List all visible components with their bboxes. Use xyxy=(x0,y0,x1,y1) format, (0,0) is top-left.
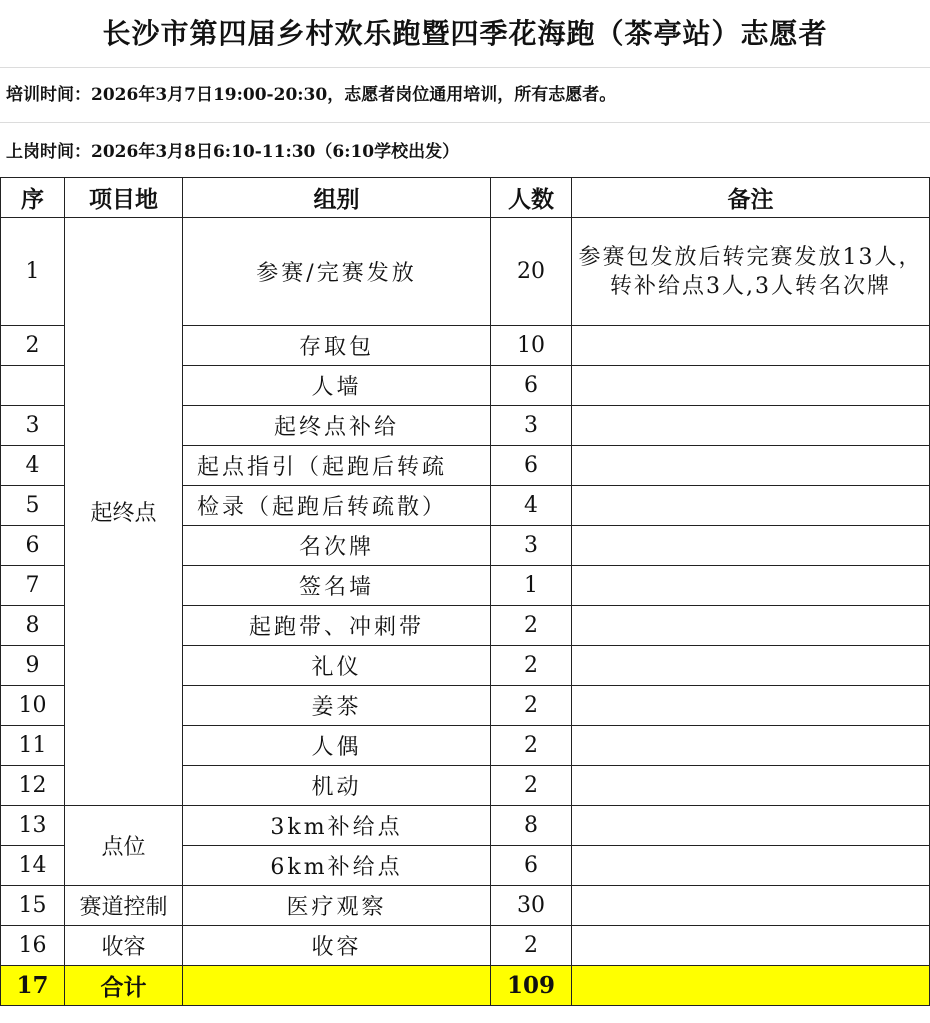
location-start-finish: 起终点 xyxy=(65,218,183,806)
row-count: 2 xyxy=(491,926,572,966)
row-group: 医疗观察 xyxy=(183,886,491,926)
row-no: 3 xyxy=(1,406,65,446)
header-location: 项目地 xyxy=(65,178,183,218)
row-note xyxy=(572,526,930,566)
row-count: 3 xyxy=(491,406,572,446)
row-group: 礼仪 xyxy=(183,646,491,686)
row-no: 11 xyxy=(1,726,65,766)
row-count: 6 xyxy=(491,846,572,886)
row-group: 6km补给点 xyxy=(183,846,491,886)
row-group: 检录（起跑后转疏散） xyxy=(183,486,491,526)
row-note xyxy=(572,686,930,726)
row-group: 起终点补给 xyxy=(183,406,491,446)
row-group: 存取包 xyxy=(183,326,491,366)
row-count: 1 xyxy=(491,566,572,606)
row-count: 6 xyxy=(491,366,572,406)
row-no: 10 xyxy=(1,686,65,726)
row-no: 2 xyxy=(1,326,65,366)
row-note xyxy=(572,886,930,926)
total-label: 合计 xyxy=(65,966,183,1006)
location-sweep: 收容 xyxy=(65,926,183,966)
row-no: 9 xyxy=(1,646,65,686)
row-group: 机动 xyxy=(183,766,491,806)
row-count: 30 xyxy=(491,886,572,926)
row-count: 20 xyxy=(491,218,572,326)
row-note xyxy=(572,846,930,886)
header-note: 备注 xyxy=(572,178,930,218)
row-no: 15 xyxy=(1,886,65,926)
row-no: 12 xyxy=(1,766,65,806)
row-count: 2 xyxy=(491,766,572,806)
row-count: 2 xyxy=(491,686,572,726)
table-row xyxy=(1,926,930,966)
row-note xyxy=(572,366,930,406)
row-count: 8 xyxy=(491,806,572,846)
row-note xyxy=(572,646,930,686)
row-group: 人墙 xyxy=(183,366,491,406)
row-count: 2 xyxy=(491,726,572,766)
row-note xyxy=(572,326,930,366)
row-group: 起跑带、冲刺带 xyxy=(183,606,491,646)
table-row xyxy=(1,806,930,846)
table-header-row xyxy=(1,178,930,218)
row-count: 3 xyxy=(491,526,572,566)
row-group: 收容 xyxy=(183,926,491,966)
header-no: 序 xyxy=(1,178,65,218)
row-count: 6 xyxy=(491,446,572,486)
row-note xyxy=(572,726,930,766)
row-group: 参赛/完赛发放 xyxy=(183,218,491,326)
total-group-empty xyxy=(183,966,491,1006)
row-note xyxy=(572,606,930,646)
row-note xyxy=(572,486,930,526)
row-group: 姜茶 xyxy=(183,686,491,726)
total-row xyxy=(1,966,930,1006)
row-note xyxy=(572,566,930,606)
row-group: 3km补给点 xyxy=(183,806,491,846)
row-note xyxy=(572,806,930,846)
header-group: 组别 xyxy=(183,178,491,218)
row-no: 14 xyxy=(1,846,65,886)
total-note xyxy=(572,966,930,1006)
row-no: 13 xyxy=(1,806,65,846)
row-no xyxy=(1,366,65,406)
row-no: 1 xyxy=(1,218,65,326)
table-row xyxy=(1,886,930,926)
duty-time: 上岗时间：2026年3月8日6:10-11:30（6:10学校出发） xyxy=(0,123,930,178)
row-count: 2 xyxy=(491,646,572,686)
table-row xyxy=(1,218,930,326)
row-count: 10 xyxy=(491,326,572,366)
row-no: 8 xyxy=(1,606,65,646)
row-group: 名次牌 xyxy=(183,526,491,566)
row-no: 6 xyxy=(1,526,65,566)
row-no: 5 xyxy=(1,486,65,526)
row-count: 2 xyxy=(491,606,572,646)
row-no: 4 xyxy=(1,446,65,486)
location-course-control: 赛道控制 xyxy=(65,886,183,926)
location-points: 点位 xyxy=(65,806,183,886)
total-no: 17 xyxy=(1,966,65,1006)
row-no: 16 xyxy=(1,926,65,966)
header-count: 人数 xyxy=(491,178,572,218)
training-time: 培训时间：2026年3月7日19:00-20:30，志愿者岗位通用培训，所有志愿者。 xyxy=(0,68,930,123)
row-group: 起点指引（起跑后转疏 xyxy=(183,446,491,486)
row-note xyxy=(572,926,930,966)
row-note xyxy=(572,446,930,486)
page-title: 长沙市第四届乡村欢乐跑暨四季花海跑（茶亭站）志愿者 xyxy=(0,0,930,68)
row-note: 参赛包发放后转完赛发放13人，转补给点3人,3人转名次牌 xyxy=(572,218,930,326)
row-no: 7 xyxy=(1,566,65,606)
row-group: 签名墙 xyxy=(183,566,491,606)
row-group: 人偶 xyxy=(183,726,491,766)
row-count: 4 xyxy=(491,486,572,526)
row-note xyxy=(572,766,930,806)
volunteer-table xyxy=(0,177,930,1006)
row-note xyxy=(572,406,930,446)
total-count: 109 xyxy=(491,966,572,1006)
